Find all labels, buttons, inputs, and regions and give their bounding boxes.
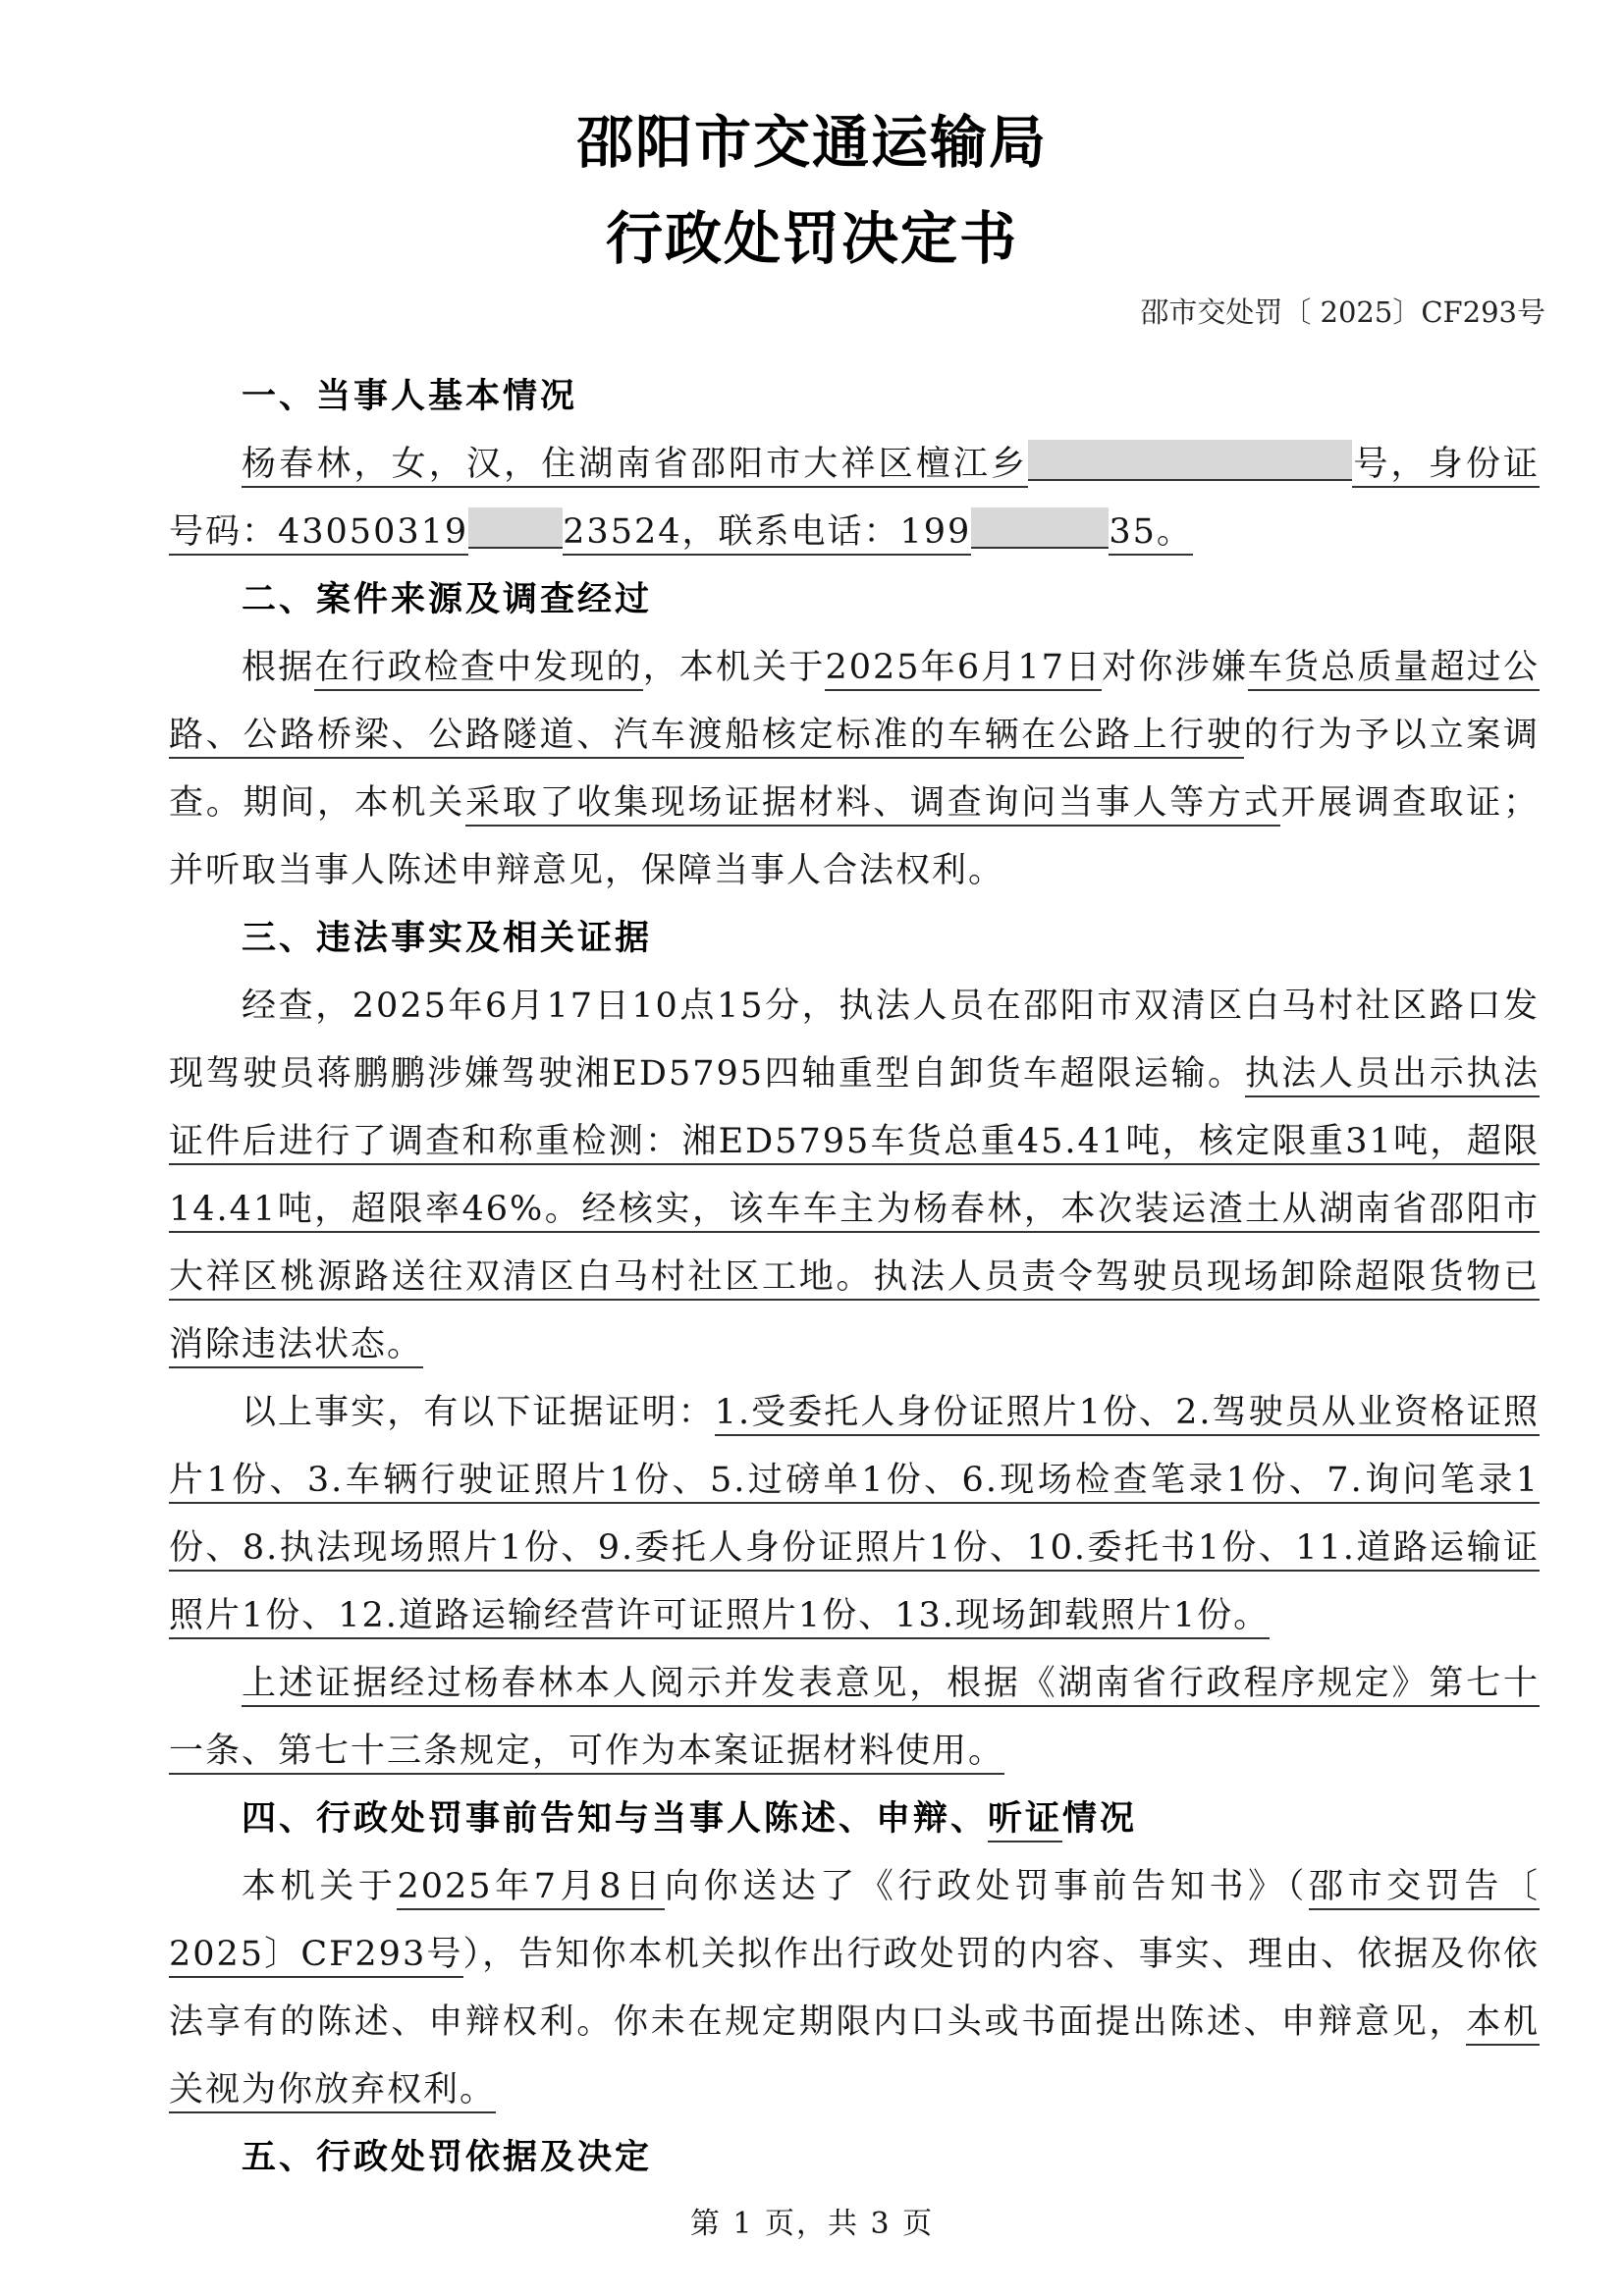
- case-source-origin: 在行政检查中发现的: [314, 648, 642, 691]
- paragraph-evidence-list: [169, 1379, 1540, 1650]
- document-number: 邵市交处罚〔 2025〕CF293号: [1140, 295, 1545, 329]
- prior-notice-heading-text: 四、行政处罚事前告知与当事人陈述、申辩、: [242, 1799, 989, 1839]
- notice-date: 2025年7月8日: [397, 1867, 664, 1910]
- party-id-prefix: 号，身份证号码：43050319: [169, 445, 1540, 556]
- prior-notice-text: ），告知你本机关拟作出行政处罚的内容、事实、理由、依据及你依法享有的陈述、申辩权利。你未在规定期限内口头或书面提出陈述、申辩意见，: [169, 1935, 1540, 2042]
- section-heading-violation-facts: 三、违法事实及相关证据: [242, 919, 653, 958]
- notice-document-number: 邵市交罚告〔 2025〕CF293号: [169, 1867, 1540, 1978]
- inspection-result: 执法人员出示执法证件后进行了调查和称重检测：湘ED5795车货总重45.41吨，核定限重31吨，超限14.41吨，超限率46%。经核实，该车车主为杨春林，本次装运渣土从湖南省邵阳市大祥区桃源路送往双清区白马村社区工地。执法人员责令驾驶员现场卸除超限货物已消除违法状态。: [169, 1054, 1540, 1368]
- section-heading-prior-notice: [169, 1786, 1540, 1853]
- document-body: [169, 363, 1540, 2192]
- document-title: 行政处罚决定书: [605, 205, 1018, 272]
- section-heading-party-info: 一、当事人基本情况: [242, 377, 578, 416]
- case-source-text: 对你涉嫌: [1102, 648, 1248, 687]
- section-heading-case-source: 二、案件来源及调查经过: [242, 580, 653, 619]
- paragraph-violation-facts: [169, 973, 1540, 1379]
- case-source-text: 的行为予以立案调查。期间，本机关: [169, 716, 1540, 823]
- evidence-review-text: 上述证据经过杨春林本人阅示并发表意见，根据《湖南省行政程序规定》第七十一条、第七十三条规定，可作为本案证据材料使用。: [169, 1664, 1540, 1775]
- paragraph-prior-notice: [169, 1853, 1540, 2124]
- violation-facts-text: 经查，2025年6月17日10点15分，执法人员在邵阳市双清区白马村社区路口发现驾驶员蒋鹏鹏涉嫌驾驶湘ED5795四轴重型自卸货车超限运输。: [169, 987, 1540, 1094]
- case-source-text: 开展调查取证；并听取当事人陈述申辩意见，保障当事人合法权利。: [169, 783, 1540, 890]
- case-source-text: 根据: [242, 648, 315, 687]
- page-number: 第 1 页，共 3 页: [689, 2207, 935, 2241]
- party-name-address: 杨春林，女，汉，住湖南省邵阳市大祥区檀江乡: [242, 445, 1028, 488]
- paragraph-evidence-review: [169, 1650, 1540, 1786]
- redacted-phone-number: [971, 507, 1109, 549]
- evidence-intro: 以上事实，有以下证据证明：: [242, 1393, 715, 1432]
- case-source-text: ，本机关于: [642, 648, 826, 687]
- evidence-items: 1.受委托人身份证照片1份、2.驾驶员从业资格证照片1份、3.车辆行驶证照片1份、5.过磅单1份、6.现场检查笔录1份、7.询问笔录1份、8.执法现场照片1份、9.委托人身份证照片1份、10.委托书1份、11.道路运输证照片1份、12.道路运输经营许可证照片1份、13.现场卸载照片1份。: [169, 1393, 1540, 1639]
- case-filing-date: 2025年6月17日: [825, 648, 1102, 691]
- waiver-statement: 本机关视为你放弃权利。: [169, 2002, 1540, 2113]
- paragraph-case-source: [169, 634, 1540, 905]
- prior-notice-heading-text: 情况: [1062, 1799, 1138, 1839]
- party-phone-suffix: 35。: [1109, 512, 1193, 556]
- hearing-label: 听证: [988, 1799, 1062, 1842]
- paragraph-party-info: [169, 431, 1540, 566]
- agency-title: 邵阳市交通运输局: [575, 109, 1048, 176]
- redacted-id-number: [468, 507, 563, 549]
- redacted-address: [1028, 440, 1352, 481]
- prior-notice-text: 本机关于: [242, 1867, 398, 1906]
- party-id-suffix-phone: 23524，联系电话：199: [563, 512, 971, 556]
- suspected-violation: 车货总质量超过公路、公路桥梁、公路隧道、汽车渡船核定标准的车辆在公路上行驶: [169, 648, 1540, 759]
- prior-notice-text: 向你送达了《行政处罚事前告知书》（: [664, 1867, 1309, 1906]
- section-heading-penalty-basis: 五、行政处罚依据及决定: [242, 2138, 653, 2177]
- investigation-methods: 采取了收集现场证据材料、调查询问当事人等方式: [465, 783, 1280, 827]
